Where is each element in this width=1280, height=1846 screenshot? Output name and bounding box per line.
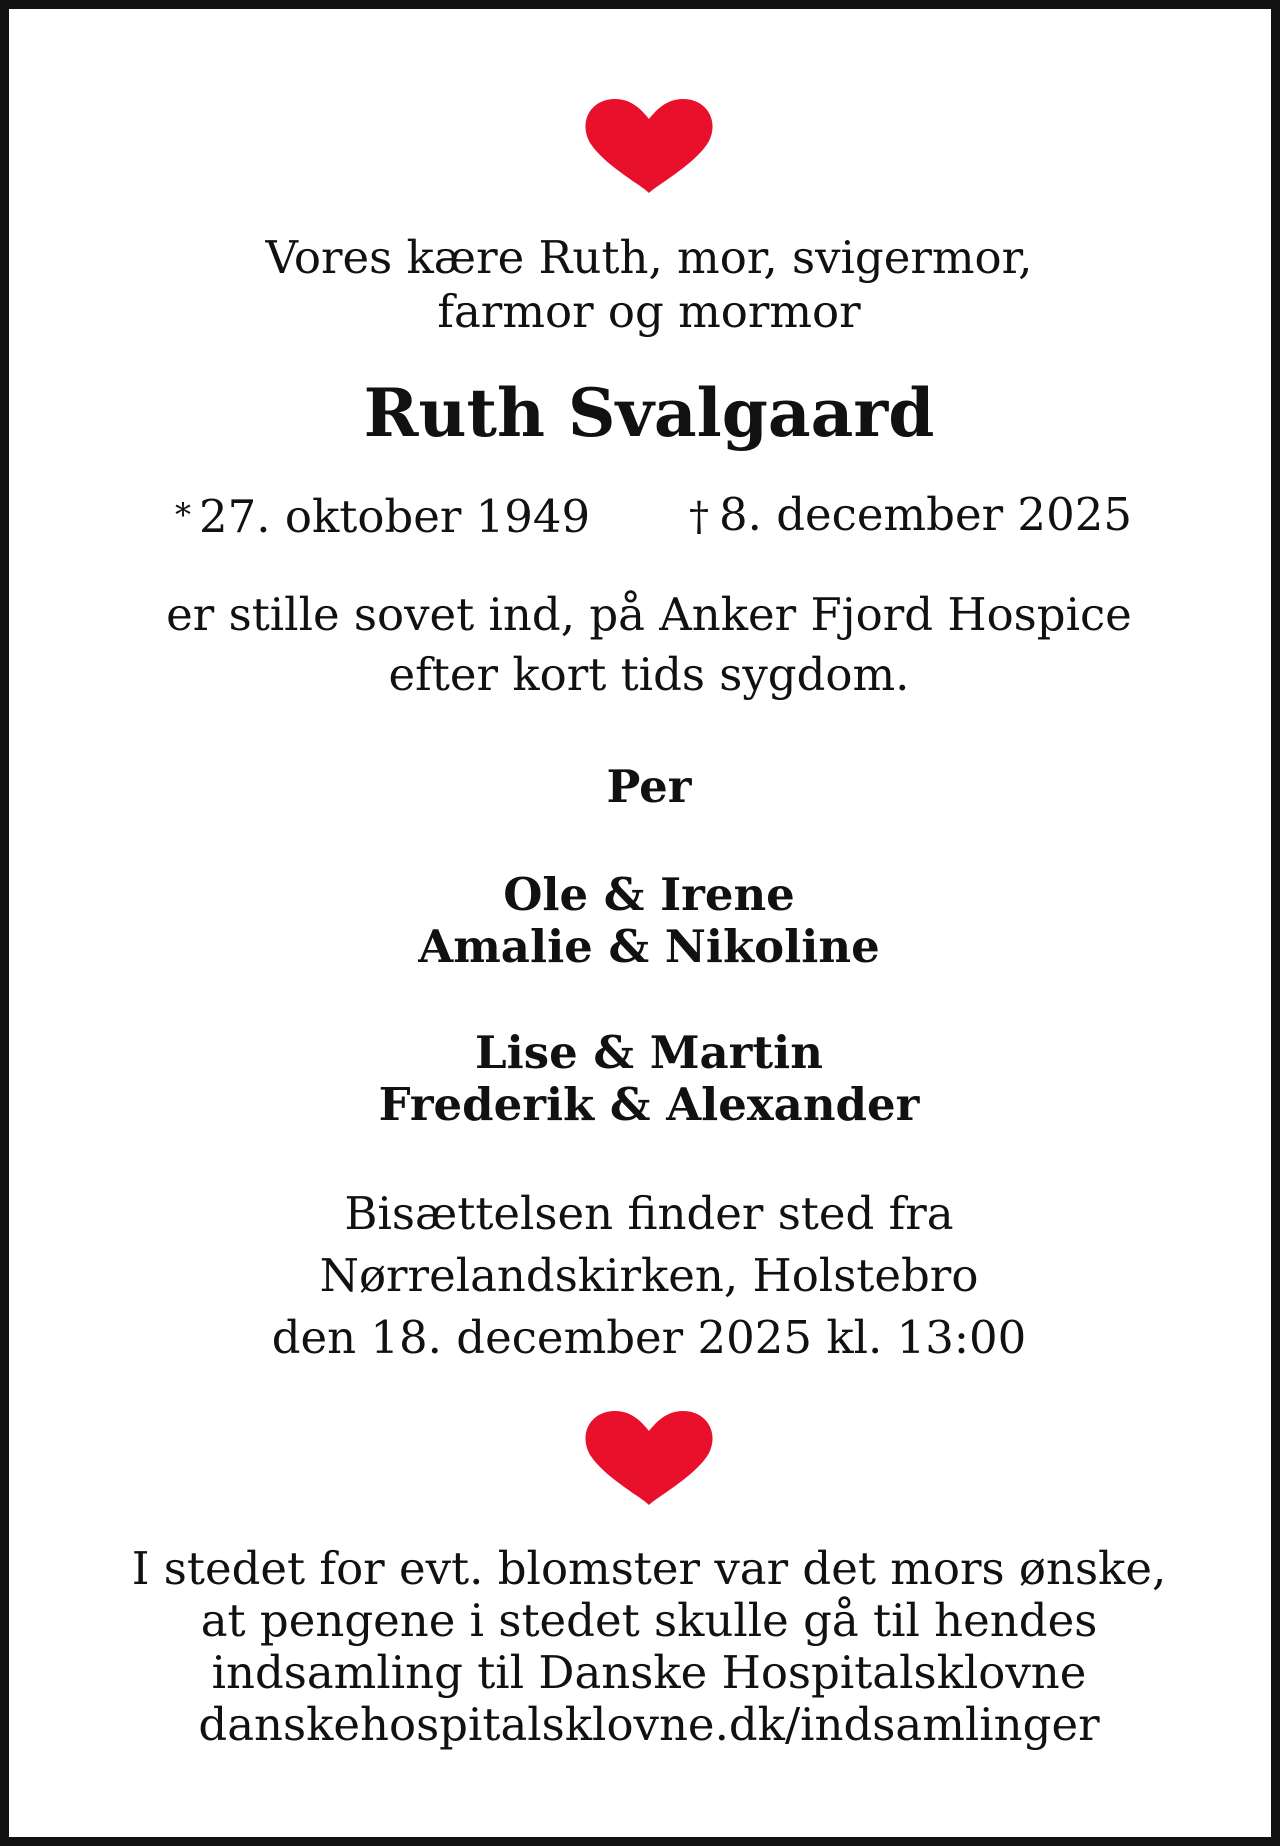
funeral-line: den 18. december 2025 kl. 13:00 [271,1311,1027,1364]
family-group [49,869,1249,973]
death-date-text: 8. december 2025 [719,488,1132,541]
birth-symbol: * [175,496,191,534]
heart-icon-shape [583,97,715,195]
heart-icon-path [585,1411,712,1505]
funeral-line: Nørrelandskirken, Holstebro [319,1249,979,1302]
heart-icon [583,1409,715,1507]
family-spouse [49,761,1249,813]
wish-line: at pengene i stedet skulle gå til hendes [200,1594,1098,1647]
heart-icon-shape [583,1409,715,1507]
intro-line: Vores kære Ruth, mor, svigermor, [265,231,1033,284]
donation-wish [49,1543,1249,1751]
family-name: Frederik & Alexander [378,1078,920,1131]
family-name: Per [606,760,692,813]
death-date [689,487,1132,545]
intro-line: farmor og mormor [437,285,861,338]
family-name: Ole & Irene [503,868,795,921]
passing-text [49,585,1249,705]
intro-text [49,231,1249,339]
family-group [49,1027,1249,1131]
wish-line: I stedet for evt. blomster var det mors ønske, [131,1542,1167,1595]
funeral-info [49,1183,1249,1369]
birth-date-text: 27. oktober 1949 [199,490,591,543]
wish-line: indsamling til Danske Hospitalsklovne [211,1646,1087,1699]
death-symbol: † [689,494,709,540]
family-name: Amalie & Nikoline [418,920,880,973]
family-name: Lise & Martin [475,1026,823,1079]
life-dates [49,487,1249,543]
passing-line: efter kort tids sygdom. [388,648,910,701]
birth-date [175,487,590,545]
heart-icon-path [585,99,712,193]
deceased-name: Ruth Svalgaard [363,374,935,452]
passing-line: er stille sovet ind, på Anker Fjord Hospice [166,588,1132,641]
donation-link: danskehospitalsklovne.dk/indsamlinger [198,1698,1100,1751]
heart-icon [583,97,715,195]
funeral-line: Bisættelsen finder sted fra [344,1187,954,1240]
